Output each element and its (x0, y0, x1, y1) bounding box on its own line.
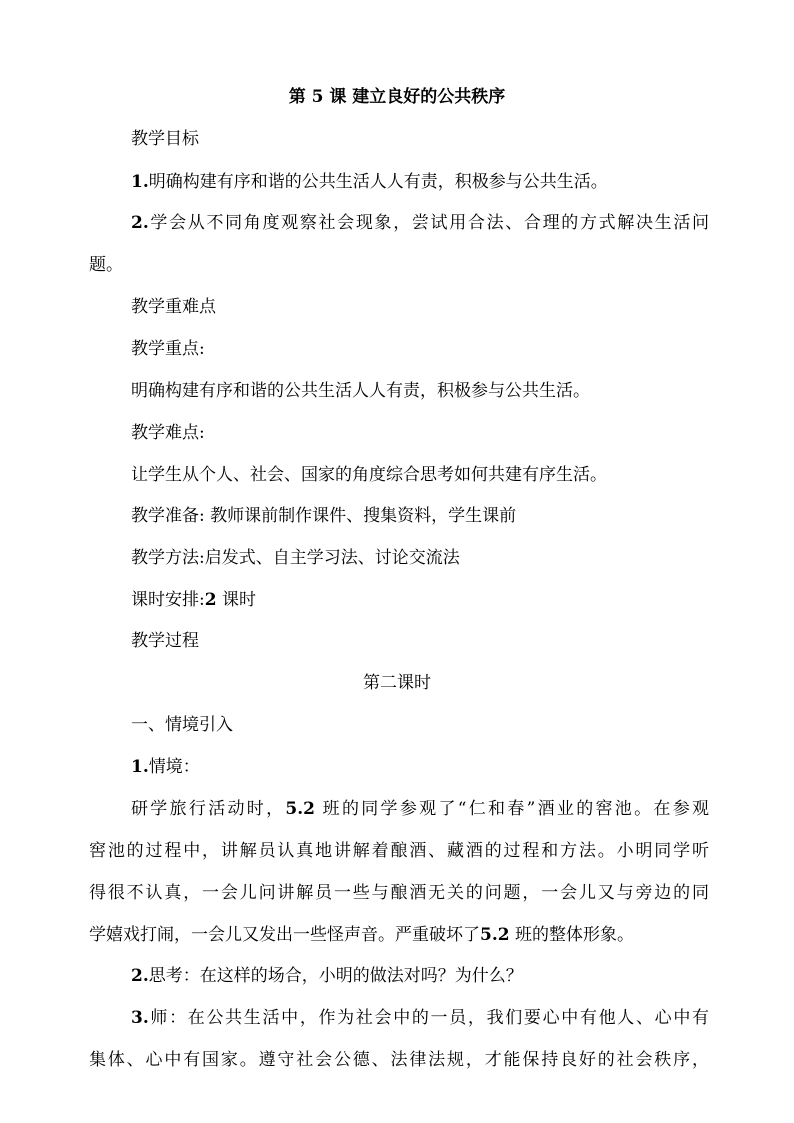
difficult-heading: 教学难点: (131, 423, 205, 443)
story-line-1-class: 5.2 (285, 799, 315, 819)
preparation-line: 教学准备: 教师课前制作课件、搜集资料，学生课前 (131, 506, 517, 526)
teacher-text-1: 师：在公共生活中，作为社会中的一员，我们要心中有他人、心中有 (148, 1008, 709, 1028)
objective-2-text: 学会从不同角度观察社会现象，尝试用合法、合理的方式解决生活问 (148, 213, 709, 233)
story-line-1 (131, 798, 709, 820)
key-point-heading: 教学重点: (131, 339, 205, 359)
objective-1-text: 明确构建有序和谐的公共生活人人有责，积极参与公共生活。 (148, 172, 608, 192)
teacher-number: 3. (131, 1008, 149, 1028)
difficult-text: 让学生从个人、社会、国家的角度综合思考如何共建有序生活。 (131, 465, 607, 485)
schedule-line (131, 589, 256, 611)
objective-2-line-1 (131, 212, 709, 234)
process-heading: 教学过程 (131, 631, 199, 651)
lesson-title: 第 5 课 建立良好的公共秩序 (288, 87, 506, 107)
objective-2-number: 2. (131, 213, 149, 233)
story-line-1-a: 研学旅行活动时， (131, 799, 286, 819)
scenario-label (131, 756, 200, 778)
scenario-text: 情境： (148, 757, 200, 777)
lesson-period-heading: 第二课时 (363, 673, 431, 693)
objective-1 (131, 171, 608, 193)
story-line-4-c: 班的整体形象。 (509, 925, 634, 945)
story-line-1-c: 班的同学参观了“仁和春”酒业的窖池。在参观 (314, 799, 709, 819)
objective-2-line-2: 题。 (89, 255, 123, 275)
think-question (131, 965, 523, 987)
teacher-line-1 (131, 1007, 709, 1029)
schedule-prefix: 课时安排: (131, 590, 205, 610)
objective-1-number: 1. (131, 172, 149, 192)
think-text: 思考：在这样的场合，小明的做法对吗？为什么？ (148, 966, 523, 986)
schedule-number: 2 (204, 590, 217, 610)
story-line-3: 得很不认真，一会儿问讲解员一些与酿酒无关的问题，一会儿又与旁边的同 (89, 883, 709, 903)
key-point-text: 明确构建有序和谐的公共生活人人有责，积极参与公共生活。 (131, 381, 590, 401)
key-difficult-heading: 教学重难点 (131, 297, 216, 317)
section-1-heading: 一、情境引入 (131, 715, 233, 735)
story-line-4-class: 5.2 (480, 925, 510, 945)
story-line-4 (89, 924, 634, 946)
objectives-heading: 教学目标 (131, 129, 199, 149)
schedule-suffix: 课时 (216, 590, 256, 610)
think-number: 2. (131, 966, 149, 986)
methods-line: 教学方法:启发式、自主学习法、讨论交流法 (131, 548, 460, 568)
story-line-4-a: 学嬉戏打闹，一会儿又发出一些怪声音。严重破坏了 (89, 925, 480, 945)
scenario-number: 1. (131, 757, 149, 777)
teacher-line-2: 集体、心中有国家。遵守社会公德、法律法规，才能保持良好的社会秩序， (89, 1050, 709, 1070)
story-line-2: 窖池的过程中，讲解员认真地讲解着酿酒、藏酒的过程和方法。小明同学听 (89, 841, 709, 861)
